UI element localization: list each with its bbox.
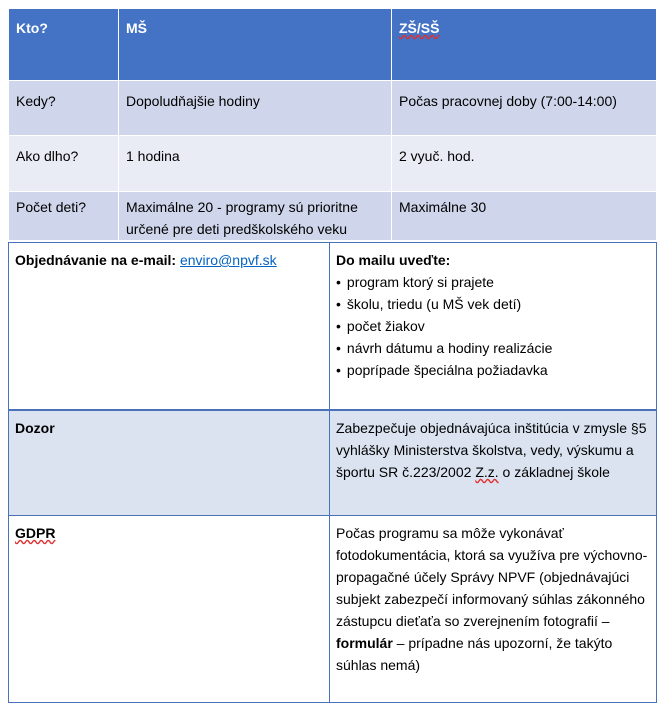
header-zs-ss-text: ZŠ/SŠ xyxy=(399,20,440,36)
gdpr-text-cell xyxy=(330,516,657,703)
supervision-text-cell xyxy=(330,410,657,516)
supervision-row xyxy=(9,410,657,516)
supervision-label: Dozor xyxy=(15,420,55,436)
supervision-text-zz: Z.z. xyxy=(475,464,499,480)
mail-items-list xyxy=(336,271,650,381)
program-info-table xyxy=(8,8,657,241)
supervision-text-b: o základnej škole xyxy=(498,464,610,480)
row-value-zs: Počas pracovnej doby (7:00-14:00) xyxy=(392,81,657,136)
list-item: • počet žiakov xyxy=(336,315,650,337)
list-item: • školu, triedu (u MŠ vek detí) xyxy=(336,293,650,315)
order-cell xyxy=(9,243,330,411)
mail-info-cell xyxy=(330,243,657,411)
supervision-text-a: Zabezpečuje objednávajúca inštitúcia v zmysle §5 vyhlášky Ministerstva školstva, vedy, výskumu a športu SR č.223/2002 xyxy=(336,420,647,480)
table-header-row xyxy=(9,9,657,81)
email-link[interactable]: enviro@npvf.sk xyxy=(179,252,277,268)
mail-heading: Do mailu uveďte: xyxy=(336,252,451,268)
header-ms: MŠ xyxy=(119,9,392,81)
row-label: Ako dlho? xyxy=(9,136,119,192)
gdpr-text-b: – prípadne nás upozorní, že takýto súhlas nemá) xyxy=(336,635,613,673)
gdpr-text-a: Počas programu sa môže vykonávať fotodokumentácia, ktorá sa využíva pre výchovno-propagačné účely Správy NPVF (objednávajúci subjekt zabezpečí informovaný súhlas zákonného zástupcu dieťaťa so zverejnením fotografií – xyxy=(336,525,648,629)
row-value-zs: Maximálne 30 xyxy=(392,192,657,241)
list-item: • program ktorý si prajete xyxy=(336,271,650,293)
row-value-ms: 1 hodina xyxy=(119,136,392,192)
table-row-when xyxy=(9,81,657,136)
supervision-label-cell xyxy=(9,410,330,516)
header-who: Kto? xyxy=(9,9,119,81)
row-label: Počet deti? xyxy=(9,192,119,241)
list-item: • návrh dátumu a hodiny realizácie xyxy=(336,337,650,359)
gdpr-form-word: formulár xyxy=(336,635,393,651)
gdpr-label: GDPR xyxy=(15,525,56,541)
list-item: • poprípade špeciálna požiadavka xyxy=(336,359,650,381)
row-value-zs: 2 vyuč. hod. xyxy=(392,136,657,192)
table-row-duration xyxy=(9,136,657,192)
order-label: Objednávanie na e-mail: xyxy=(15,252,177,268)
row-label: Kedy? xyxy=(9,81,119,136)
order-row xyxy=(9,243,657,411)
gdpr-label-cell xyxy=(9,516,330,703)
header-zs-ss xyxy=(392,9,657,81)
gdpr-row xyxy=(9,516,657,703)
order-details-table xyxy=(8,242,657,703)
row-value-ms: Maximálne 20 - programy sú prioritne určené pre deti predškolského veku xyxy=(119,192,392,241)
table-row-children-count xyxy=(9,192,657,241)
row-value-ms: Dopoludňajšie hodiny xyxy=(119,81,392,136)
